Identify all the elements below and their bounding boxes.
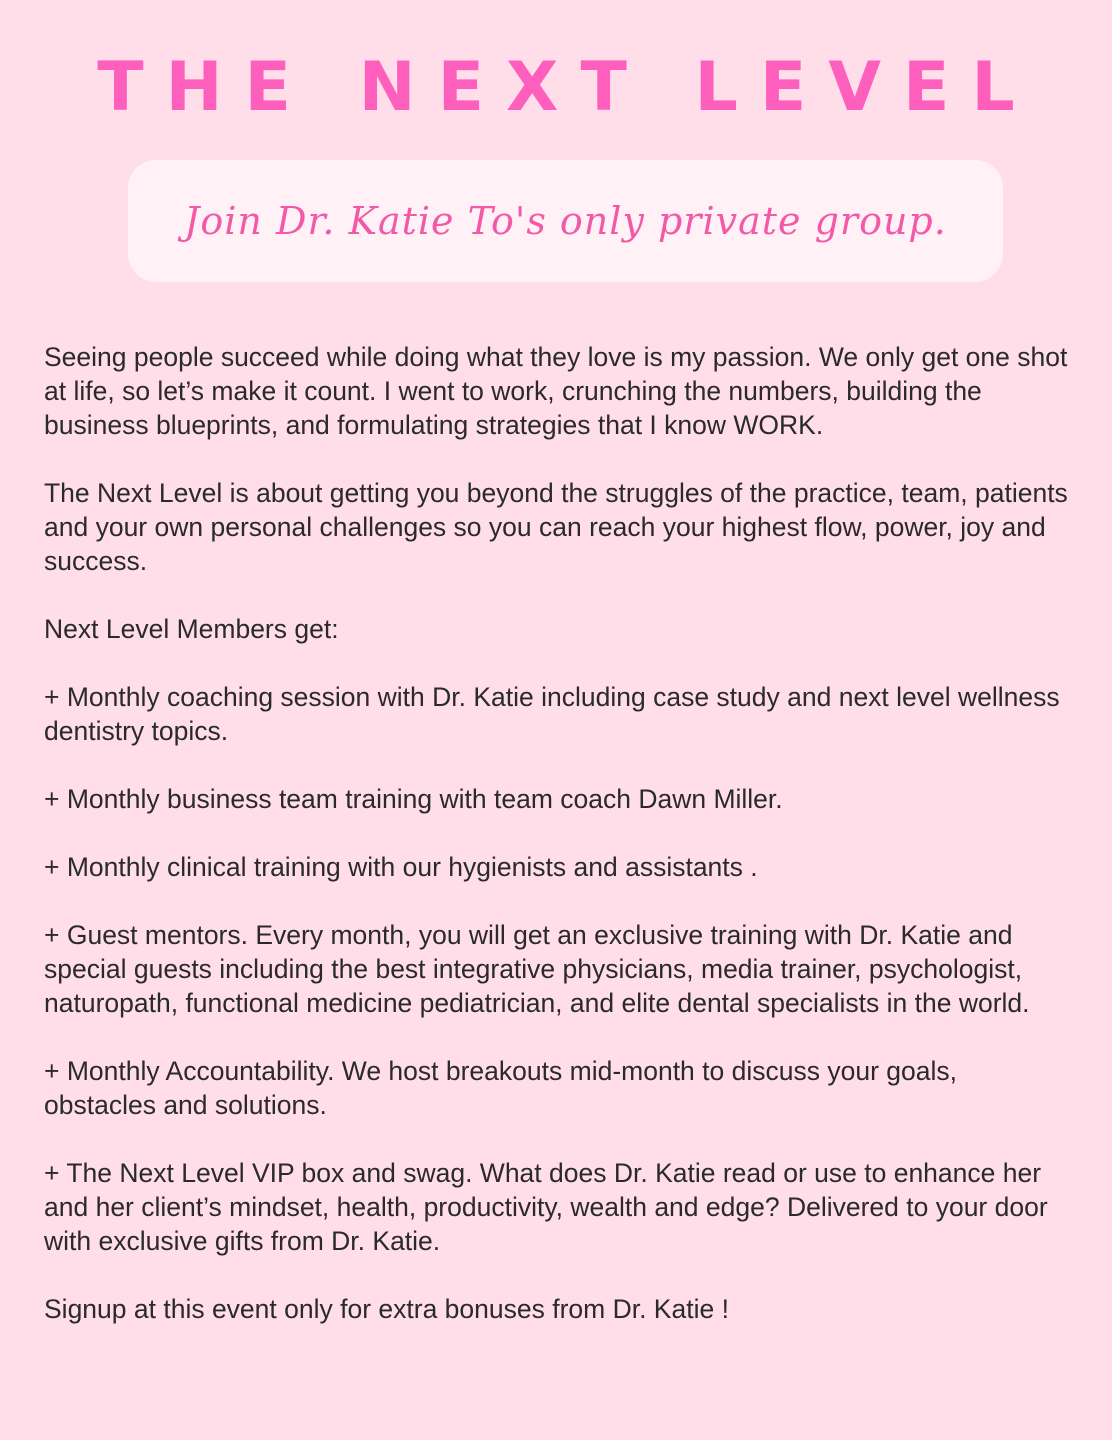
signup-note: Signup at this event only for extra bonuses from Dr. Katie ! — [44, 1294, 729, 1324]
benefit-item: + The Next Level VIP box and swag. What does Dr. Katie read or use to enhance her and her client’s mindset, health, productivity, wealth and edge? Delivered to your door with exclusive gifts from Dr. Katie. — [44, 1158, 1048, 1256]
page-title: THE NEXT LEVEL — [97, 48, 1037, 127]
body-copy — [44, 340, 1074, 1326]
benefit-item: + Monthly coaching session with Dr. Katie including case study and next level wellness dentistry topics. — [44, 682, 1060, 746]
benefit-item: + Monthly business team training with team coach Dawn Miller. — [44, 784, 783, 814]
benefit-item: + Monthly Accountability. We host breakouts mid-month to discuss your goals, obstacles and solutions. — [44, 1056, 957, 1120]
members-heading: Next Level Members get: — [44, 614, 339, 644]
tagline-banner — [128, 160, 1003, 282]
intro-paragraph: Seeing people succeed while doing what they love is my passion. We only get one shot at life, so let’s make it count. I went to work, crunching the numbers, building the business blueprints, and formulating strategies that I know WORK. — [44, 342, 1068, 440]
benefit-item: + Monthly clinical training with our hygienists and assistants . — [44, 852, 758, 882]
tagline-text: Join Dr. Katie To's only private group. — [184, 199, 947, 243]
benefit-item: + Guest mentors. Every month, you will get an exclusive training with Dr. Katie and special guests including the best integrative physicians, media trainer, psychologist, naturopath, functional medicine pediatrician, and elite dental specialists in the world. — [44, 920, 1030, 1018]
mission-paragraph: The Next Level is about getting you beyond the struggles of the practice, team, patients and your own personal challenges so you can reach your highest flow, power, joy and success. — [44, 478, 1068, 576]
